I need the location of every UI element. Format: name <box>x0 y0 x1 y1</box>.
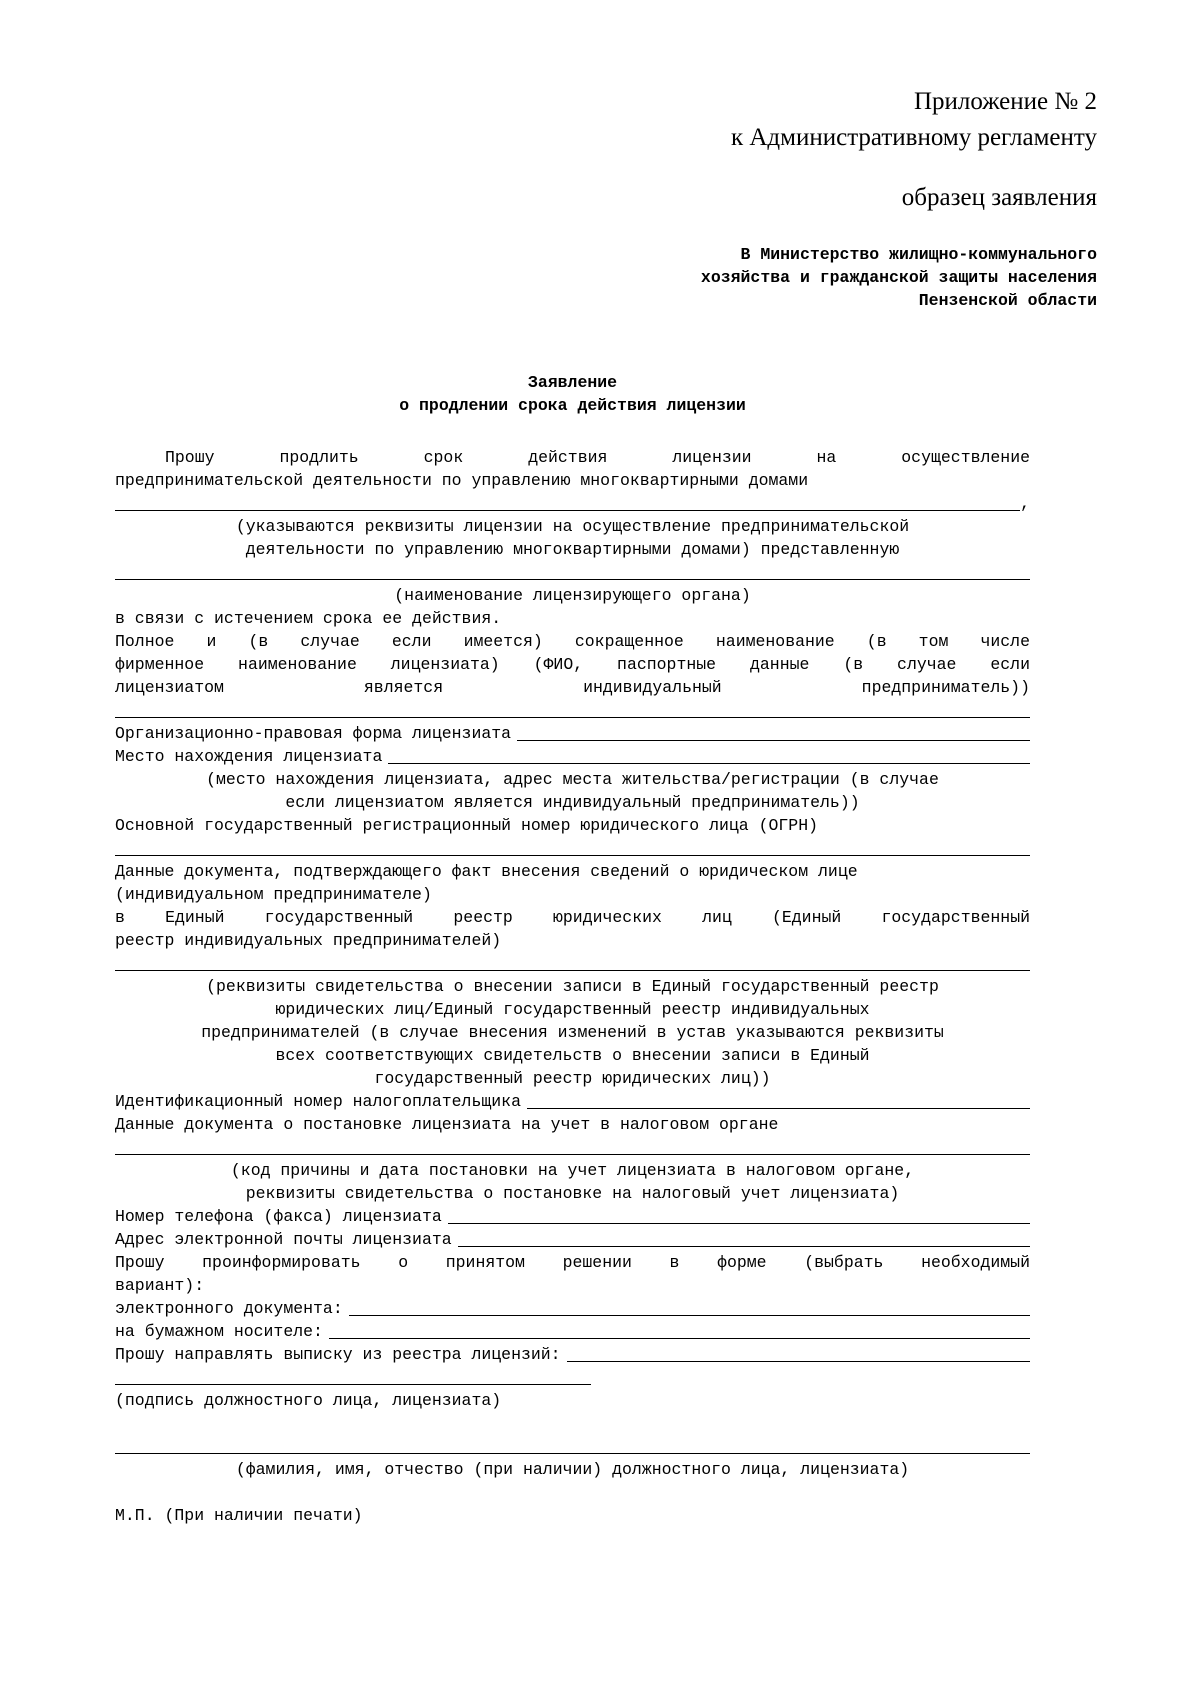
signature-field[interactable] <box>115 1366 1030 1389</box>
extract-field[interactable] <box>115 1343 1030 1366</box>
registry-hint-5: государственный реестр юридических лиц)) <box>374 1069 771 1088</box>
registry-field[interactable] <box>115 952 1030 975</box>
extract-label: Прошу направлять выписку из реестра лицензий: <box>115 1345 561 1364</box>
location-hint-2: если лицензиатом является индивидуальный предприниматель)) <box>285 793 860 812</box>
regulation-reference: к Административному регламенту <box>730 124 1097 151</box>
addressee-line: Пензенской области <box>918 291 1097 310</box>
phone-blank[interactable] <box>448 1207 1030 1224</box>
licensee-name-line-3: лицензиатом является индивидуальный предприниматель)) <box>115 678 1030 697</box>
inform-line-1: Прошу проинформировать о принятом решении в форме (выбрать необходимый <box>115 1253 1030 1272</box>
inform-line-2: вариант): <box>115 1276 205 1295</box>
sample-label: образец заявления <box>901 184 1097 211</box>
email-blank[interactable] <box>458 1230 1030 1247</box>
tax-hint-1: (код причины и дата постановки на учет лицензиата в налоговом органе, <box>230 1161 915 1180</box>
license-details-hint-1: (указываются реквизиты лицензии на осуществление предпринимательской <box>235 517 910 536</box>
registry-hint-4: всех соответствующих свидетельств о внесении записи в Единый <box>275 1046 870 1065</box>
addressee-block <box>701 243 1097 312</box>
legal-form-blank[interactable] <box>517 724 1030 741</box>
license-details-field[interactable] <box>115 492 1030 515</box>
title-line-2: о продлении срока действия лицензии <box>399 396 746 415</box>
legal-form-label: Организационно-правовая форма лицензиата <box>115 724 512 743</box>
signature-blank[interactable] <box>115 1384 591 1385</box>
registry-line-1: Данные документа, подтверждающего факт внесения сведений о юридическом лице <box>115 862 858 881</box>
location-hint-1: (место нахождения лицензиата, адрес места жительства/регистрации (в случае <box>206 770 939 789</box>
fio-hint: (фамилия, имя, отчество (при наличии) должностного лица, лицензиата) <box>235 1460 910 1479</box>
authority-hint: (наименование лицензирующего органа) <box>394 586 751 605</box>
signature-hint: (подпись должностного лица, лицензиата) <box>115 1391 502 1410</box>
paper-option-blank[interactable] <box>329 1322 1030 1339</box>
phone-label: Номер телефона (факса) лицензиата <box>115 1207 442 1226</box>
paper-option-label: на бумажном носителе: <box>115 1322 323 1341</box>
phone-field[interactable] <box>115 1205 1030 1228</box>
authority-blank[interactable] <box>115 579 1030 580</box>
tax-hint-2: реквизиты свидетельства о постановке на налоговый учет лицензиата) <box>245 1184 900 1203</box>
authority-field[interactable] <box>115 561 1030 584</box>
inn-label: Идентификационный номер налогоплательщика <box>115 1092 521 1111</box>
license-details-blank[interactable] <box>115 494 1020 511</box>
form-body <box>115 446 1030 1527</box>
license-details-hint-2: деятельности по управлению многоквартирными домами) представленную <box>245 540 900 559</box>
ogrn-blank[interactable] <box>115 855 1030 856</box>
request-line-2: предпринимательской деятельности по управлению многоквартирными домами <box>115 471 809 490</box>
registry-hint-1: (реквизиты свидетельства о внесении записи в Единый государственный реестр <box>206 977 939 996</box>
ogrn-label: Основной государственный регистрационный номер юридического лица (ОГРН) <box>115 816 819 835</box>
electronic-option-field[interactable] <box>115 1297 1030 1320</box>
email-field[interactable] <box>115 1228 1030 1251</box>
request-line-1: Прошу продлить срок действия лицензии на осуществление <box>165 448 1030 467</box>
spacer <box>115 1412 1030 1435</box>
registry-hint-3: предпринимателей (в случае внесения изменений в устав указываются реквизиты <box>201 1023 944 1042</box>
comma: , <box>1020 494 1030 513</box>
tax-doc-blank[interactable] <box>115 1154 1030 1155</box>
location-blank[interactable] <box>388 747 1030 764</box>
registry-line-3: в Единый государственный реестр юридических лиц (Единый государственный <box>115 908 1030 927</box>
extract-blank[interactable] <box>567 1345 1030 1362</box>
appendix-number: Приложение № 2 <box>913 88 1097 115</box>
inn-blank[interactable] <box>527 1092 1030 1109</box>
licensee-name-line-2: фирменное наименование лицензиата) (ФИО, паспортные данные (в случае если <box>115 655 1030 674</box>
fio-field[interactable] <box>115 1435 1030 1458</box>
electronic-option-label: электронного документа: <box>115 1299 343 1318</box>
paper-option-field[interactable] <box>115 1320 1030 1343</box>
addressee-line: В Министерство жилищно-коммунального <box>740 245 1097 264</box>
registry-line-2: (индивидуальном предпринимателе) <box>115 885 432 904</box>
licensee-name-field[interactable] <box>115 699 1030 722</box>
title-line-1: Заявление <box>527 373 618 392</box>
stamp-note: М.П. (При наличии печати) <box>115 1506 363 1525</box>
document-title <box>115 371 1030 417</box>
tax-doc-label: Данные документа о постановке лицензиата на учет в налоговом органе <box>115 1115 779 1134</box>
location-field[interactable] <box>115 745 1030 768</box>
licensee-name-blank[interactable] <box>115 717 1030 718</box>
addressee-line: хозяйства и гражданской защиты населения <box>700 268 1097 287</box>
registry-hint-2: юридических лиц/Единый государственный реестр индивидуальных <box>275 1000 870 1019</box>
registry-blank[interactable] <box>115 970 1030 971</box>
ogrn-field[interactable] <box>115 837 1030 860</box>
location-label: Место нахождения лицензиата <box>115 747 383 766</box>
tax-doc-field[interactable] <box>115 1136 1030 1159</box>
licensee-name-line-1: Полное и (в случае если имеется) сокращенное наименование (в том числе <box>115 632 1030 651</box>
inn-field[interactable] <box>115 1090 1030 1113</box>
fio-blank[interactable] <box>115 1453 1030 1454</box>
registry-line-4: реестр индивидуальных предпринимателей) <box>115 931 502 950</box>
electronic-option-blank[interactable] <box>349 1299 1030 1316</box>
spacer <box>115 1481 1030 1504</box>
appendix-header <box>731 84 1097 156</box>
legal-form-field[interactable] <box>115 722 1030 745</box>
email-label: Адрес электронной почты лицензиата <box>115 1230 452 1249</box>
expiry-text: в связи с истечением срока ее действия. <box>115 609 502 628</box>
